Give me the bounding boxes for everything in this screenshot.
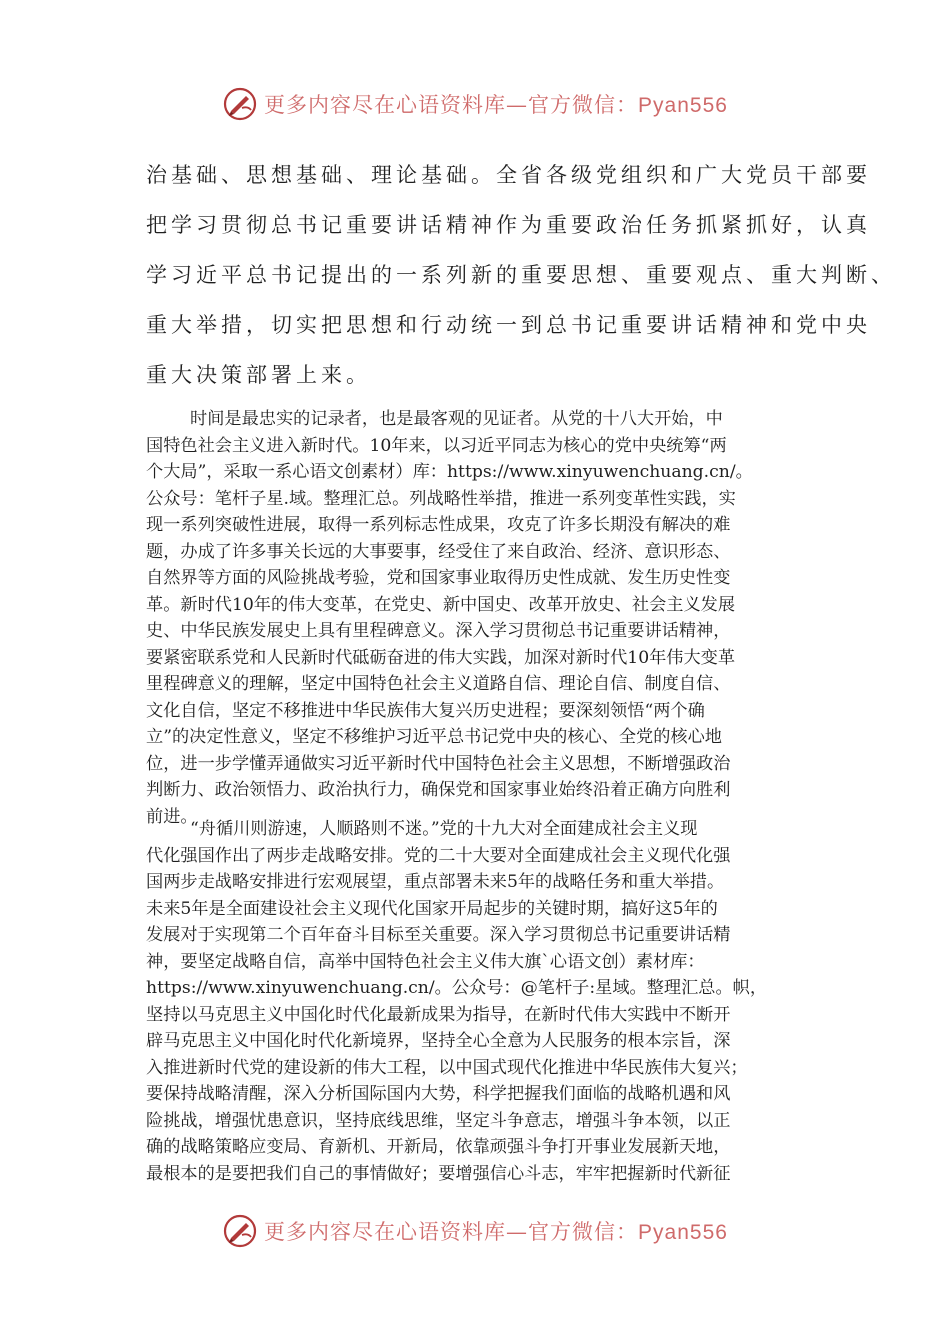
text-line: 确的战略策略应变局、育新机、开新局，依靠顽强斗争打开事业发展新天地， [146, 1137, 731, 1157]
text-line: 神，要坚定战略自信，高举中国特色社会主义伟大旗`心语文创）素材库： [146, 951, 705, 972]
text-line: 国特色社会主义进入新时代。10年来，以习近平同志为核心的党中央统筹“两 [146, 435, 727, 456]
text-line: 国两步走战略安排进行宏观展望，重点部署未来5年的战略任务和重大举措。 [146, 872, 725, 892]
text-line: 位，进一步学懂弄通做实习近平新时代中国特色社会主义思想，不断增强政治 [146, 753, 731, 774]
banner-wechat-id: Pyan556 [638, 94, 728, 117]
text-line: 最根本的是要把我们自己的事情做好；要增强信心斗志，牢牢把握新时代新征 [146, 1163, 731, 1184]
text-line: 史、中华民族发展史上具有里程碑意义。深入学习贯彻总书记重要讲话精神， [146, 621, 731, 641]
text-line: 里程碑意义的理解，坚定中国特色社会主义道路自信、理论自信、制度自信、 [146, 674, 731, 694]
text-line: 坚持以马克思主义中国化时代化最新成果为指导，在新时代伟大实践中不断开 [146, 1004, 731, 1025]
paragraph-2 [146, 816, 811, 1187]
text-line: 个大局”，采取一系心语文创素材）库：https://www.xinyuwenchuang.cn/。 [146, 462, 753, 482]
text-line: https://www.xinyuwenchuang.cn/。公众号：@笔杆子:星域。整理汇总。帜， [146, 978, 768, 998]
text-line: 代化强国作出了两步走战略安排。党的二十大要对全面建成社会主义现代化强 [146, 845, 731, 866]
text-line: 自然界等方面的风险挑战考验，党和国家事业取得历史性成就、发生历史性变 [146, 568, 731, 588]
text-line: 把学习贯彻总书记重要讲话精神作为重要政治任务抓紧抓好，认真 [146, 213, 871, 237]
pen-logo-icon [222, 1213, 258, 1249]
text-line: 要保持战略清醒，深入分析国际国内大势，科学把握我们面临的战略机遇和风 [146, 1084, 731, 1104]
text-line: “舟循川则游速，人顺路则不迷。”党的十九大对全面建成社会主义现 [190, 819, 698, 839]
text-line: 现一系列突破性进展，取得一系列标志性成果，攻克了许多长期没有解决的难 [146, 515, 731, 535]
text-line: 文化自信，坚定不移推进中华民族伟大复兴历史进程；要深刻领悟“两个确 [146, 700, 705, 721]
text-line: 时间是最忠实的记录者，也是最客观的见证者。从党的十八大开始，中 [190, 409, 723, 429]
text-line: 重大决策部署上来。 [146, 363, 371, 387]
text-line: 入推进新时代党的建设新的伟大工程，以中国式现代化推进中华民族伟大复兴； [146, 1057, 748, 1078]
banner-title: 更多内容尽在心语资料库— [264, 93, 529, 117]
intro-continuation [146, 150, 896, 400]
footer-banner [0, 1211, 950, 1251]
text-line: 发展对于实现第二个百年奋斗目标至关重要。深入学习贯彻总书记重要讲话精 [146, 925, 731, 945]
text-line: 未来5年是全面建设社会主义现代化国家开局起步的关键时期，搞好这5年的 [146, 898, 718, 919]
banner-wechat-label: 官方微信： [528, 93, 639, 117]
banner-title: 更多内容尽在心语资料库— [264, 1220, 529, 1244]
text-line: 治基础、思想基础、理论基础。全省各级党组织和广大党员干部要 [146, 163, 871, 187]
text-line: 革。新时代10年的伟大变革，在党史、新中国史、改革开放史、社会主义发展 [146, 594, 736, 615]
pen-logo-icon [222, 86, 258, 122]
text-line: 学习近平总书记提出的一系列新的重要思想、重要观点、重大判断、 [146, 263, 896, 287]
banner-text [264, 89, 728, 119]
banner-wechat-id: Pyan556 [638, 1221, 728, 1244]
text-line: 重大举措，切实把思想和行动统一到总书记重要讲话精神和党中央 [146, 313, 871, 337]
text-line: 险挑战，增强忧患意识，坚持底线思维，坚定斗争意志，增强斗争本领，以正 [146, 1110, 731, 1131]
text-line: 辟马克思主义中国化时代化新境界，坚持全心全意为人民服务的根本宗旨，深 [146, 1031, 731, 1051]
text-line: 前进。 [146, 806, 198, 827]
text-line: 判断力、政治领悟力、政治执行力，确保党和国家事业始终沿着正确方向胜利 [146, 780, 731, 800]
banner-text [264, 1216, 728, 1246]
header-banner [0, 84, 950, 124]
banner-wechat-label: 官方微信： [528, 1220, 639, 1244]
text-line: 立”的决定性意义，坚定不移维护习近平总书记党中央的核心、全党的核心地 [146, 727, 722, 747]
text-line: 要紧密联系党和人民新时代砥砺奋进的伟大实践，加深对新时代10年伟大变革 [146, 647, 736, 668]
text-line: 公众号：笔杆子星.域。整理汇总。列战略性举措，推进一系列变革性实践，实 [146, 488, 736, 509]
paragraph-1 [146, 406, 811, 830]
text-line: 题，办成了许多事关长远的大事要事，经受住了来自政治、经济、意识形态、 [146, 541, 731, 562]
